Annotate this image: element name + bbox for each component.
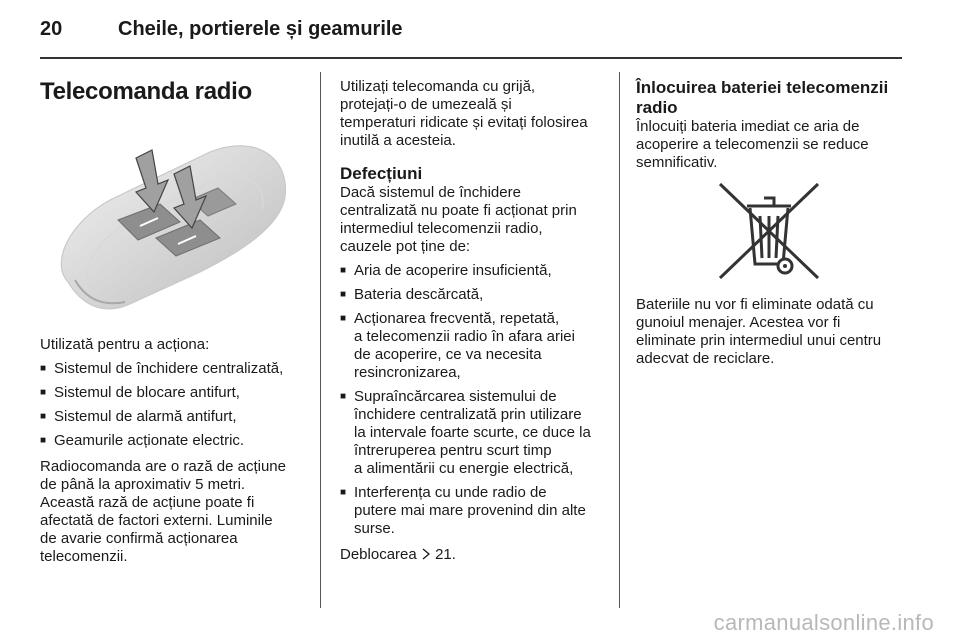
text-line: eliminate prin intermediul unui centru bbox=[636, 332, 882, 349]
unlock-page-link[interactable]: 21. bbox=[435, 546, 456, 563]
battery-heading bbox=[636, 78, 904, 118]
text-line: de avarie confirmă acționarea bbox=[40, 530, 238, 547]
text-line: cauzele pot ține de: bbox=[340, 238, 471, 255]
text-line: intermediul telecomenzii radio, bbox=[340, 220, 543, 237]
battery-paragraph bbox=[636, 118, 904, 172]
unlock-reference bbox=[340, 546, 602, 564]
faults-heading: Defecțiuni bbox=[340, 164, 423, 183]
usage-intro: Utilizată pentru a acționa: bbox=[40, 336, 210, 353]
text-line: Această rază de acțiune poate fi bbox=[40, 494, 255, 511]
text-line: centralizată nu poate fi acționat prin bbox=[340, 202, 577, 219]
text-line: ■ Interferența cu unde radio de bbox=[354, 484, 547, 501]
watermark: carmanualsonline.info bbox=[713, 610, 934, 635]
faults-paragraph bbox=[340, 184, 602, 256]
chapter-title: Cheile, portierele și geamurile bbox=[118, 18, 403, 40]
page-number: 20 bbox=[40, 18, 63, 40]
page-header bbox=[40, 18, 902, 58]
text-line: semnificativ. bbox=[636, 154, 718, 171]
text-line: adecvat de reciclare. bbox=[636, 350, 775, 367]
text-line: acoperire a telecomenzii se reduce bbox=[636, 136, 869, 153]
list-item bbox=[340, 310, 602, 382]
text-line: ■ Supraîncărcarea sistemului de bbox=[354, 388, 557, 405]
text-line: resincronizarea, bbox=[354, 364, 461, 381]
column-divider bbox=[619, 72, 620, 608]
heading-line: Înlocuirea bateriei telecomenzii bbox=[636, 78, 889, 97]
column-divider bbox=[320, 72, 321, 608]
text-line: Dacă sistemul de închidere bbox=[340, 184, 521, 201]
list-item: ■ Sistemul de închidere centralizată, bbox=[40, 360, 302, 378]
column-2-text bbox=[340, 78, 602, 564]
key-fob-illustration bbox=[40, 112, 302, 324]
list-item: ■ Geamurile acționate electric. bbox=[40, 432, 302, 450]
text-line: de până la aproximativ 5 metri. bbox=[40, 476, 246, 493]
crossed-bin-icon bbox=[714, 178, 824, 282]
unlock-text: Deblocarea bbox=[340, 546, 417, 563]
heading-line: radio bbox=[636, 98, 678, 117]
text-line: protejați-o de umezeală și bbox=[340, 96, 512, 113]
text-line: a alimentării cu energie electrică, bbox=[354, 460, 574, 477]
text-line: afectată de factori externi. Luminile bbox=[40, 512, 273, 529]
text-line: Radiocomanda are o rază de acțiune bbox=[40, 458, 286, 475]
list-item: ■ Sistemul de blocare antifurt, bbox=[40, 384, 302, 402]
key-fob-drawing bbox=[40, 112, 302, 324]
text-line: temperaturi ridicate și evitați folosirea bbox=[340, 114, 588, 131]
header-rule bbox=[40, 57, 902, 59]
list-item bbox=[340, 484, 602, 538]
text-line: inutilă a acesteia. bbox=[340, 132, 456, 149]
list-item bbox=[340, 286, 602, 304]
text-line: Aria de acoperire insuficientă, bbox=[354, 262, 552, 279]
text-line: Înlocuiți bateria imediat ce aria de bbox=[636, 118, 860, 135]
page-ref-arrow-icon bbox=[421, 546, 431, 564]
recycle-symbol-box bbox=[636, 176, 904, 288]
list-item bbox=[340, 262, 602, 280]
usage-list bbox=[40, 360, 302, 450]
disposal-paragraph bbox=[636, 296, 904, 368]
text-line: ■ Acționarea frecventă, repetată, bbox=[354, 310, 560, 327]
text-line: Bateriile nu vor fi eliminate odată cu bbox=[636, 296, 874, 313]
text-line: întreruperea pentru scurt timp bbox=[354, 442, 552, 459]
text-line: la intervale foarte scurte, ce duce la bbox=[354, 424, 591, 441]
range-paragraph bbox=[40, 458, 302, 566]
care-paragraph bbox=[340, 78, 602, 150]
text-line: Bateria descărcată, bbox=[354, 286, 484, 303]
text-line: telecomenzii. bbox=[40, 548, 128, 565]
text-line: putere mai mare provenind din alte bbox=[354, 502, 586, 519]
text-line: de acoperire, ce va necesita bbox=[354, 346, 542, 363]
section-title: Telecomanda radio bbox=[40, 78, 252, 105]
faults-list bbox=[340, 262, 602, 538]
text-line: Utilizați telecomanda cu grijă, bbox=[340, 78, 536, 95]
text-line: închidere centralizată prin utilizare bbox=[354, 406, 582, 423]
text-line: gunoiul menajer. Acestea vor fi bbox=[636, 314, 841, 331]
text-line: surse. bbox=[354, 520, 395, 537]
column-1-text bbox=[40, 336, 302, 566]
column-3-text bbox=[636, 78, 904, 368]
list-item: ■ Sistemul de alarmă antifurt, bbox=[40, 408, 302, 426]
list-item bbox=[340, 388, 602, 478]
text-line: a telecomenzii radio în afara ariei bbox=[354, 328, 575, 345]
